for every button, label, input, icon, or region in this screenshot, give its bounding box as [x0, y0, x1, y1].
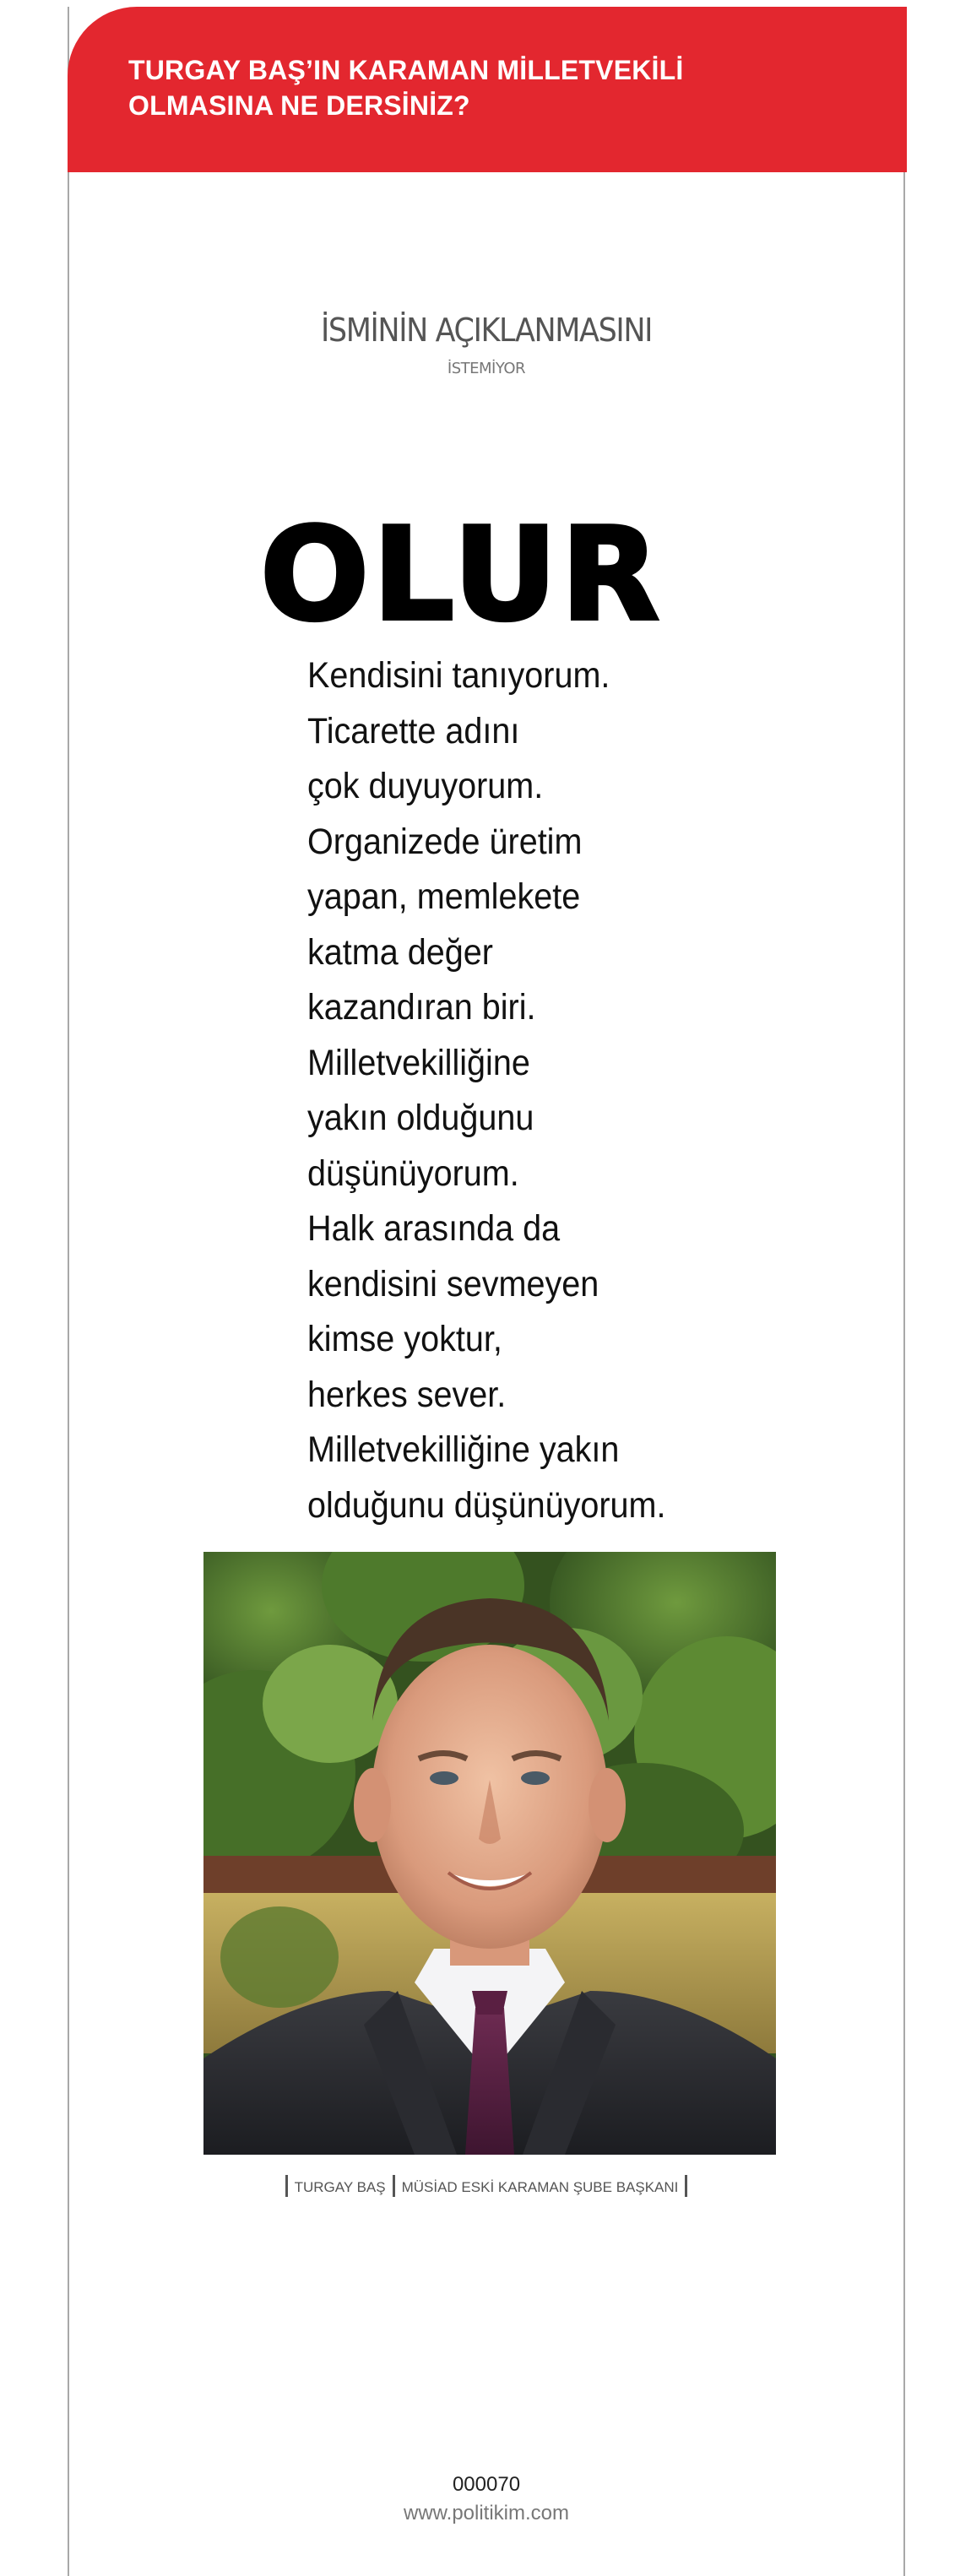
quote-line: Kendisini tanıyorum.: [307, 655, 610, 696]
quote-line: olduğunu düşünüyorum.: [307, 1484, 666, 1526]
quote-line: herkes sever.: [307, 1374, 507, 1415]
respondent-name-status-sub: İSTEMİYOR: [447, 360, 526, 377]
respondent-name-status: İSMİNİN AÇIKLANMASINI: [320, 312, 653, 349]
quote-line: kendisini sevmeyen: [307, 1263, 599, 1304]
quote-line: Ticarette adını: [307, 710, 520, 751]
answer-quote: [307, 648, 780, 1533]
answer-verdict: OLUR: [260, 500, 664, 649]
footer-url[interactable]: www.politikim.com: [403, 2502, 570, 2524]
quote-line: yakın olduğunu: [307, 1098, 534, 1138]
question-title-line-2: OLMASINA NE DERSİNİZ?: [128, 90, 470, 121]
quote-line: Milletvekilliğine: [307, 1042, 530, 1083]
caption-name: TURGAY BAŞ: [294, 2179, 386, 2195]
quote-line: çok duyuyorum.: [307, 766, 544, 806]
quote-line: yapan, memlekete: [307, 876, 581, 917]
quote-line: düşünüyorum.: [307, 1152, 519, 1194]
question-title: [128, 52, 770, 123]
quote-line: kimse yoktur,: [307, 1319, 502, 1359]
footer-code: 000070: [452, 2473, 521, 2496]
question-title-line-1: TURGAY BAŞ’IN KARAMAN MİLLETVEKİLİ: [128, 55, 684, 85]
survey-card: [68, 7, 905, 2576]
quote-line: katma değer: [307, 931, 493, 973]
portrait-illustration: [203, 1552, 776, 2155]
caption-separator: [393, 2175, 395, 2197]
caption-separator: [685, 2175, 687, 2197]
quote-line: Halk arasında da: [307, 1208, 561, 1249]
portrait-photo: [203, 1552, 776, 2155]
quote-line: Organizede üretim: [307, 821, 583, 862]
caption-separator: [285, 2175, 288, 2197]
quote-line: kazandıran biri.: [307, 987, 536, 1028]
question-header: [68, 7, 907, 172]
caption-title: MÜSİAD ESKİ KARAMAN ŞUBE BAŞKANI: [401, 2179, 679, 2195]
photo-caption: [69, 2175, 903, 2198]
quote-line: Milletvekilliğine yakın: [307, 1429, 620, 1470]
